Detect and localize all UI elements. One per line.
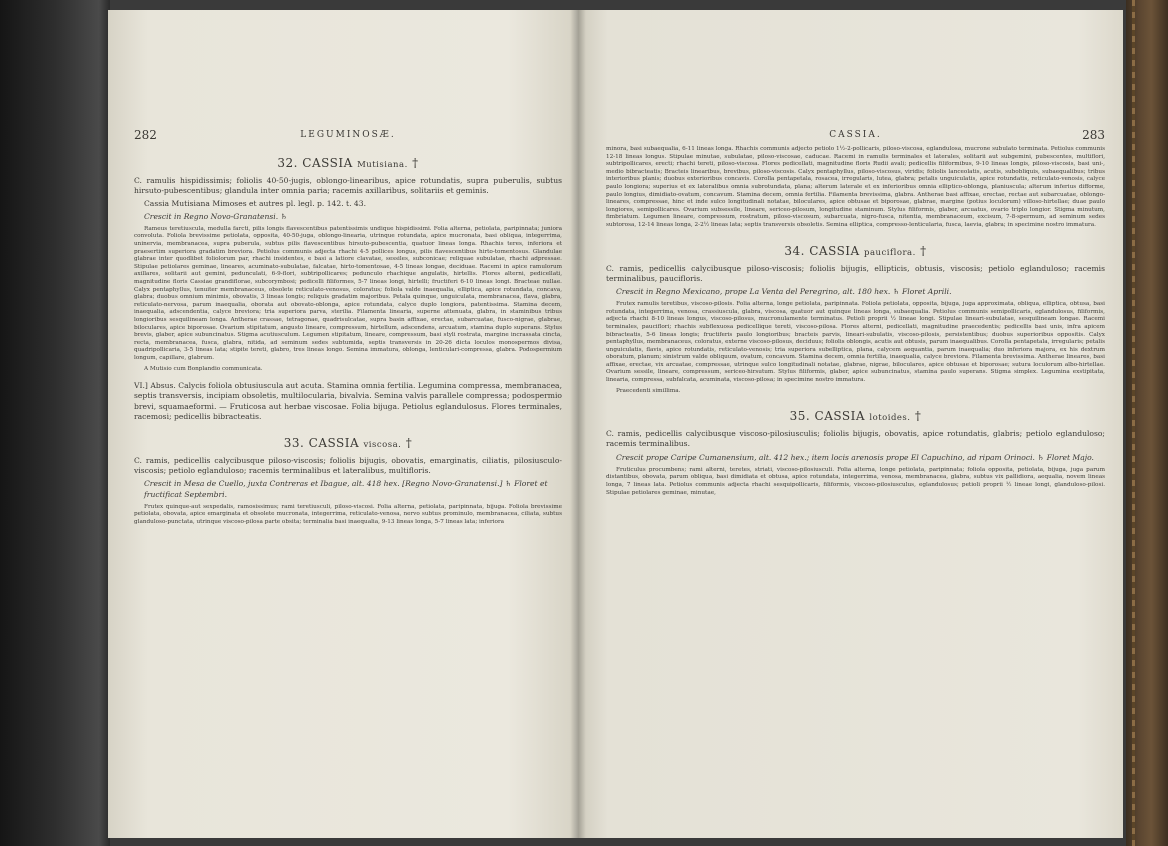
species-32-locality: Crescit in Regno Novo-Granatensi. ♄ xyxy=(144,211,288,221)
left-page-number: 282 xyxy=(134,128,157,142)
species-33-locality: Crescit in Mesa de Cuello, juxta Contreras et Ibague, alt. 418 hex. [Regno Novo-Granatensi.] ♄ Floret et fructificat Septembri. xyxy=(144,479,548,499)
species-32-description: Rameus teretiuscula, medulla farcti, pilis longis flavescentibus patentissimis undique hispidissimi. Folia alterna, petiolata, paripinnata; juniora convoluta. Foliola brevissime petiolata, opposita, 40-50-juga, oblongo-linearia, utrinque rotundata, apice mucronata, basi obliqua, integerrima, uninervia, membranacea, supra puberula, subtus pilis flavescentibus hirsuto-pubescentia, quatuor lineas longa. Rhachis teres, inferiora et praesertim superiora gradatim breviora. Petiolus communis adjecta rhachi 4-5 pollices longus, pilis flavescentibus hirto-tomentosus. Glandulae glabrae inter quodlibet foliolorum par, rhachi insidentes, e basi a latiore clavatae, sessiles, subconicae; reliquae subulatae, rhachi adpressae. Stipulae petiolares geminae, lineares, acuminato-subulatae, falcatae, hirto-tomentosae, 4-5 lineas longae, deciduae. Racemi in apice ramulorum axillares, solitarii aut gemini, pedunculati, 6-9-flori, subtripollicares; pedunculo rhachique angulatis, hirtellis. Flores alterni, pedicellati, magnitudine floris Cassiae grandiflorae, subcorymbosi; pedicelli filiformes, 5-7 lineas longi, hirtelli; fructiferi 6-10 lineas longi. Bracteae nullae. Calyx pentaphyllus, tenuiter membranaceus, obsolete reticulato-venosus, coloratus; foliola valde inaequalia, elliptica, apice rotundata, concava, glabra; duobus omnium minimis, obovatis, 3 lineas longis; reliquis gradatim majoribus. Petala quinque, unguiculata, membranacea, flava, glabra, reticulato-nervosa, parum inaequalia, oborata aut obovato-oblonga, apice rotundata, calyce duplo longiora, patentissima. Stamina decem, inaequalia, adscendentia, calyce breviora; tria superiora parva, sterilia. Filamenta linearia, superne attenuata, glabra, in staminibus tribus longioribus sesquilineam longa. Antherae crassae, tetragonae, quadrisulcatae, supra basin affixae, erectae, subarcuatae, fusco-nigrae, glabrae, biloculares, apice biporosae. Ovarium stipitatum, angusto lineare, compressum, hirtellum, adscendens, arcuatum, stamina duplo superans. Stylus brevis, glaber, apice subuncinatus. Stigma acutiusculum. Legumen stipitatum, lineare, compressum, basi styli rostrata, margine incrassata cincta, recta, membranacea, fusca, glabra, nitida, ad seminum sedes subtumida, septis transversis in 20-26 dicta loculos monospermos divisa, quadripollicaria, 3-5 lineas lata; stipite tereti, glabro, tres lineas longo. Semina immatura, oblonga, lenticulari-compressa, glabra. Podospermium longum, capillare, glabrum. xyxy=(134,225,562,361)
right-running-head xyxy=(606,128,1105,142)
species-35-description: Fruticulus procumbens; rami alterni, teretes, striati, viscoso-pilosiusculi. Folia alterna, longe petiolata, paripinnata; foliola opposita, petiolata, bijuga, juga parum distantibus, obovata, parum obliqua, basi dimidiata et obtusa, apice rotundata, integerrima, venosa, membranacea, glabra, subtus vix pallidiora, aequalia, novem lineas longa, 7 lineas lata. Petiolus communis adjecta rhachi sesquipollicaris, filiformis, viscoso-pilosiusculus, eglandulosus; petioli proprii ½ lineae longi, glanduloso-pilosi. Stipulae petiolares geminae, minutae, xyxy=(606,466,1105,496)
species-34-description: Frutex ramulis teretibus, viscoso-pilosis. Folia alterna, longe petiolata, paripinnata. Foliola petiolata, opposita, bijuga, juga approximata, obliqua, elliptica, obtusa, basi rotundata, integerrima, venosa, crassiuscula, glabra, viscosa, quatuor aut quinque lineas longa, subaequalia. Petiolus communis semipollicaris, eglandulosus, filiformis, adjecta rhachi 8-10 lineas longus, viscoso-pilosus, mucronulamente terminatus. Petioli proprii ½ lineae longi. Stipulae lineari-subulatae, sesquilineam longae. Racemi terminales, pauciflori; rhachis subflexuosa pedicellique tereti, viscoso-pilosa. Flores alterni, pedicellati, magnitudine praecedentis; pedicellis basi unis, infra apicem bibracteatis, 5-6 lineas longis; fructiferis paulo longioribus; bracteis parvis, lineari-subulatis, viscoso-pilosis, persistentibus; duobus superioribus oppositis. Calyx pentaphyllus, membranaceus, coloratus, externe viscoso-pilosus, deciduus; foliolis oblongis, acutis aut obtusis, parum inaequalibus. Corolla pentapetala, irregularis; petalis unguiculatis, flavis, apice rotundatis, reticulato-venosis; tria superiora subelliptica, plana, calycem aequantia, parum inaequalia; duo inferiora majora, ex his dextrum oboratum, planum; sinistrum valde obliquum, ovatum, concavum. Stamina decem, omnia fertilia, inaequalia, calyce breviora. Filamenta brevissima. Antherae lineares, basi affixae, erectae, vix arcuatae, compressae, utrinque sulco longitudinali notatae, glabrae, nigrae, biloculares, apice obtusae et biporosae; sutura loculorum albo-hirtellae. Ovarium sessile, lineare, compressum, sericeo-hirsutum. Stylus filiformis, glaber, apice subuncinatus, stamina paulo superans. Stigma simplex. Legumina exstipitata, linearia, compressa, subfalcata, acuminata, viscoso-pilosa; in specimine nostro immatura. xyxy=(606,301,1105,384)
species-33-continuation: minora, basi subaequalia, 6-11 lineas longa. Rhachis communis adjecto petiolo 1½-2-pollicaris, piloso-viscosa, eglandulosa, mucrone subulato terminata. Petiolus communis 12-18 lineas longus. Stipulae minutae, subulatae, piloso-viscosae, caducae. Racemi in ramulis terminales et laterales, solitarii aut subgemini, pubescentes, multiflori, subtripollicares, erecti; rhachi tereti, piloso-viscosa. Flores pedicellati, magnitudine floris Rudii avali; pedicellis filiformibus, 9-10 lineas longis, piloso-viscosis, basi uni-, medio bibracteatis; Bracteis linearibus, brevibus, piloso-viscosis. Calyx pentaphyllus, piloso-viscosus, viridis; foliolis lanceolatis, acutis, subobliquis, subaequalibus; tribus interioribus planis; duobus exterioribus concavis. Corolla pentapetala, rosacea, irregularis, lutea, glabra; petalis unguiculatis, apice rotundatis, reticulato-venosis, calyce paulo longiora; superius et ex lateralibus omnia subrotundata, plana; alterum laterale et ex inferioribus omnia elliptico-oblonga, planiuscula; alterum inferius difforme, paulo longius, dimidiato-ovatum, concavum. Stamina decem, omnia fertilia. Filamenta brevissima, glabra. Antherae basi affixae, erectae, rectae aut subarcuatae, oblongo-lineares, compressae, hinc et inde sulco longitudinali notatae, biloculares, apice obtusae et biporosae, glabrae, margine (potius loculorum) villoso-hirtellae; duae paulo longiores, semipollicares. Ovarium subsessile, lineare, sericeo-pilosum, longitudine staminum. Stylus filiformis, glaber, arcuatus, ovario triplo longior. Stigma minutum, fimbriatum. Legumen lineare, compressum, rostratum, piloso-viscosum, subarcuata, nigro-fusca, nitentia, membranaceum, excisum, 7-8-spermum, ad seminum sedes subtorosa, 12-14 lineas longa, 2-2½ lineas lata; septis transversis obsoletis. Semina elliptica, compresso-lenticularia, fusca, laevia, glabra; in specimine nostro immatura. xyxy=(606,146,1105,228)
book-edge-left xyxy=(0,0,110,846)
species-35-mark: † xyxy=(914,409,922,424)
book-gutter xyxy=(570,10,586,838)
species-34-diagnosis: C. ramis, pedicellis calycibusque piloso-viscosis; foliolis bijugis, ellipticis, obtusis, viscosis; petiolo eglanduloso; racemis terminalibus, paucifloris. xyxy=(606,263,1105,283)
species-33-diagnosis: C. ramis, pedicellis calycibusque piloso-viscosis; foliolis bijugis, obovatis, emarginatis, ciliatis, pilosiusculo-viscosis; petiolo eglanduloso; racemis terminalibus et lateralibus, multifloris. xyxy=(134,455,562,476)
species-32-heading xyxy=(134,156,562,170)
species-34-locality: Crescit in Regno Mexicano, prope La Venta del Peregrino, alt. 180 hex. ♄ Floret Aprili. xyxy=(616,286,952,296)
left-running-title: LEGUMINOSÆ. xyxy=(300,130,396,140)
right-page xyxy=(578,10,1123,838)
species-35-diagnosis: C. ramis, pedicellis calycibusque viscoso-pilosiusculis; foliolis bijugis, obovatis, apice rotundatis, glabris; petiolo eglanduloso; racemis terminalibus. xyxy=(606,429,1105,449)
species-34-name: 34. CASSIA xyxy=(784,243,860,258)
species-32-name: 32. CASSIA xyxy=(277,156,353,170)
right-page-number: 283 xyxy=(1082,128,1105,142)
species-34-heading xyxy=(606,244,1105,258)
species-33-heading xyxy=(134,436,562,450)
species-33-mark: † xyxy=(405,435,413,450)
species-35-locality: Crescit prope Caripe Cumanensium, alt. 412 hex.; item locis arenosis prope El Capuchino, ad ripam Orinoci. ♄ Floret Majo. xyxy=(616,452,1094,462)
left-running-head xyxy=(134,128,562,142)
species-33-description: Frutex quinque-aut sexpedalis, ramosissimus; rami teretiusculi, piloso-viscosi. Folia alterna, petiolata, paripinnata, bijuga. Foliola brevissime petiolata, obovata, apice emarginata et obsolete mucronata, integerrima, reticulato-venosa, nervo subtus prominulo, membranacea, ciliata, subtus glanduloso-punctata, utrinque viscoso-pilosa parte obsita; terminalia basi inaequalia, 9-13 lineas longa, 5-7 lineas lata; inferiora xyxy=(134,503,562,525)
species-34-epithet: pauciflora. xyxy=(864,247,916,258)
right-running-title: CASSIA. xyxy=(829,130,882,140)
species-34-note: Praecedenti simillima. xyxy=(616,387,681,394)
species-32-mark: † xyxy=(412,156,419,170)
species-34-mark: † xyxy=(920,243,927,258)
species-35-heading xyxy=(606,409,1105,423)
species-32-epithet: Mutisiana. xyxy=(357,160,408,170)
species-32-note: A Mutisio cum Bonplandio communicata. xyxy=(144,365,263,372)
species-33-epithet: viscosa. xyxy=(363,439,402,450)
species-33-name: 33. CASSIA xyxy=(283,435,360,450)
section-vi: VI.] Absus. Calycis foliola obtusiuscula aut acuta. Stamina omnia fertilia. Legumina compressa, membranacea, septis transversis, incipiam obsoletis, multilocularia, bivalvia. Semina valvis parallele compressa; podospermio brevi, squamaeformi. — Fruticosa aut herbae viscosae. Folia bijuga. Petiolus eglandulosus. Flores terminales, racemosi; pedicellis bibracteatis. xyxy=(134,381,563,421)
species-35-name: 35. CASSIA xyxy=(789,409,866,424)
book-edge-right xyxy=(1126,0,1168,846)
left-page xyxy=(108,10,578,838)
species-32-synonym: Cassia Mutisiana Mimoses et autres pl. legl. p. 142. t. 43. xyxy=(144,199,366,209)
species-35-epithet: lotoides. xyxy=(869,413,911,424)
species-32-diagnosis: C. ramulis hispidissimis; foliolis 40-50-jugis, oblongo-linearibus, apice rotundatis, supra puberulis, subtus hirsuto-pubescentibus; glandula inter omnia paria; racemis axillaribus, solitariis et geminis. xyxy=(134,176,562,196)
